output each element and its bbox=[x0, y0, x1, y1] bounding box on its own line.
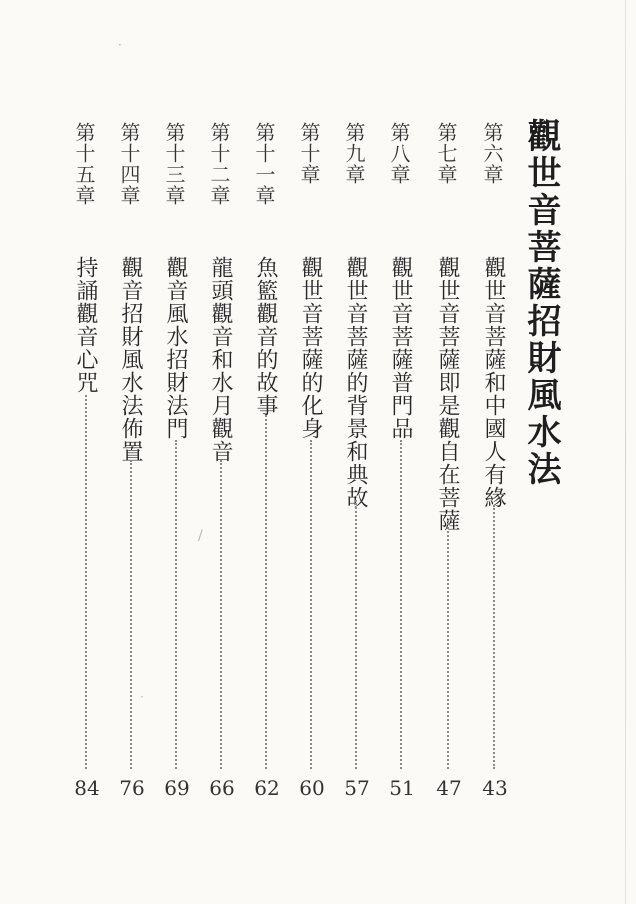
toc-entry bbox=[295, 0, 329, 904]
chapter-number: 第十一章 bbox=[252, 122, 276, 206]
dot-leader bbox=[265, 415, 267, 769]
toc-entry bbox=[205, 0, 239, 904]
toc-entry bbox=[340, 0, 374, 904]
page-number: 69 bbox=[164, 776, 190, 800]
dot-leader bbox=[130, 460, 132, 769]
dot-leader bbox=[220, 460, 222, 769]
dot-leader bbox=[447, 520, 449, 769]
chapter-title: 觀世音菩薩的化身 bbox=[298, 256, 323, 440]
dot-leader bbox=[493, 505, 495, 769]
toc-entry bbox=[385, 0, 419, 904]
chapter-title: 持誦觀音心咒 bbox=[73, 256, 98, 394]
chapter-number: 第六章 bbox=[480, 122, 504, 185]
toc-entry bbox=[478, 0, 512, 904]
toc-entry bbox=[115, 0, 149, 904]
toc-entry bbox=[432, 0, 466, 904]
dot-leader bbox=[310, 440, 312, 769]
page-number: 47 bbox=[436, 776, 462, 800]
page-number: 66 bbox=[209, 776, 235, 800]
chapter-title: 觀世音菩薩普門品 bbox=[388, 256, 413, 440]
dot-leader bbox=[400, 440, 402, 769]
page-number: 57 bbox=[344, 776, 370, 800]
chapter-number: 第十二章 bbox=[207, 122, 231, 206]
chapter-title: 龍頭觀音和水月觀音 bbox=[208, 256, 233, 463]
chapter-title: 觀音風水招財法門 bbox=[163, 256, 188, 440]
dot-leader bbox=[85, 395, 87, 769]
page-edge-line bbox=[625, 0, 626, 904]
chapter-title: 觀世音菩薩即是觀自在菩薩 bbox=[435, 256, 460, 532]
page-number: 84 bbox=[74, 776, 100, 800]
chapter-number: 第十三章 bbox=[162, 122, 186, 206]
toc-entry bbox=[70, 0, 104, 904]
chapter-title: 觀世音菩薩和中國人有緣 bbox=[481, 256, 506, 509]
book-title: 觀世音菩薩招財風水法 bbox=[521, 118, 561, 488]
chapter-number: 第十章 bbox=[297, 122, 321, 185]
chapter-number: 第七章 bbox=[434, 122, 458, 185]
toc-entry bbox=[250, 0, 284, 904]
dot-leader bbox=[175, 440, 177, 769]
chapter-number: 第九章 bbox=[342, 122, 366, 185]
chapter-title: 觀音招財風水法佈置 bbox=[118, 256, 143, 463]
page-number: 76 bbox=[119, 776, 145, 800]
speck-mark: / bbox=[198, 528, 203, 544]
page-number: 60 bbox=[299, 776, 325, 800]
page-number: 43 bbox=[482, 776, 508, 800]
page-number: 62 bbox=[254, 776, 280, 800]
chapter-number: 第十四章 bbox=[117, 122, 141, 206]
speck-mark: · bbox=[118, 38, 122, 52]
toc-entry bbox=[160, 0, 194, 904]
chapter-number: 第十五章 bbox=[72, 122, 96, 206]
page-number: 51 bbox=[389, 776, 415, 800]
speck-mark: · bbox=[140, 690, 144, 704]
dot-leader bbox=[355, 500, 357, 769]
chapter-number: 第八章 bbox=[387, 122, 411, 185]
chapter-title: 魚籃觀音的故事 bbox=[253, 256, 278, 417]
chapter-title: 觀世音菩薩的背景和典故 bbox=[343, 256, 368, 509]
